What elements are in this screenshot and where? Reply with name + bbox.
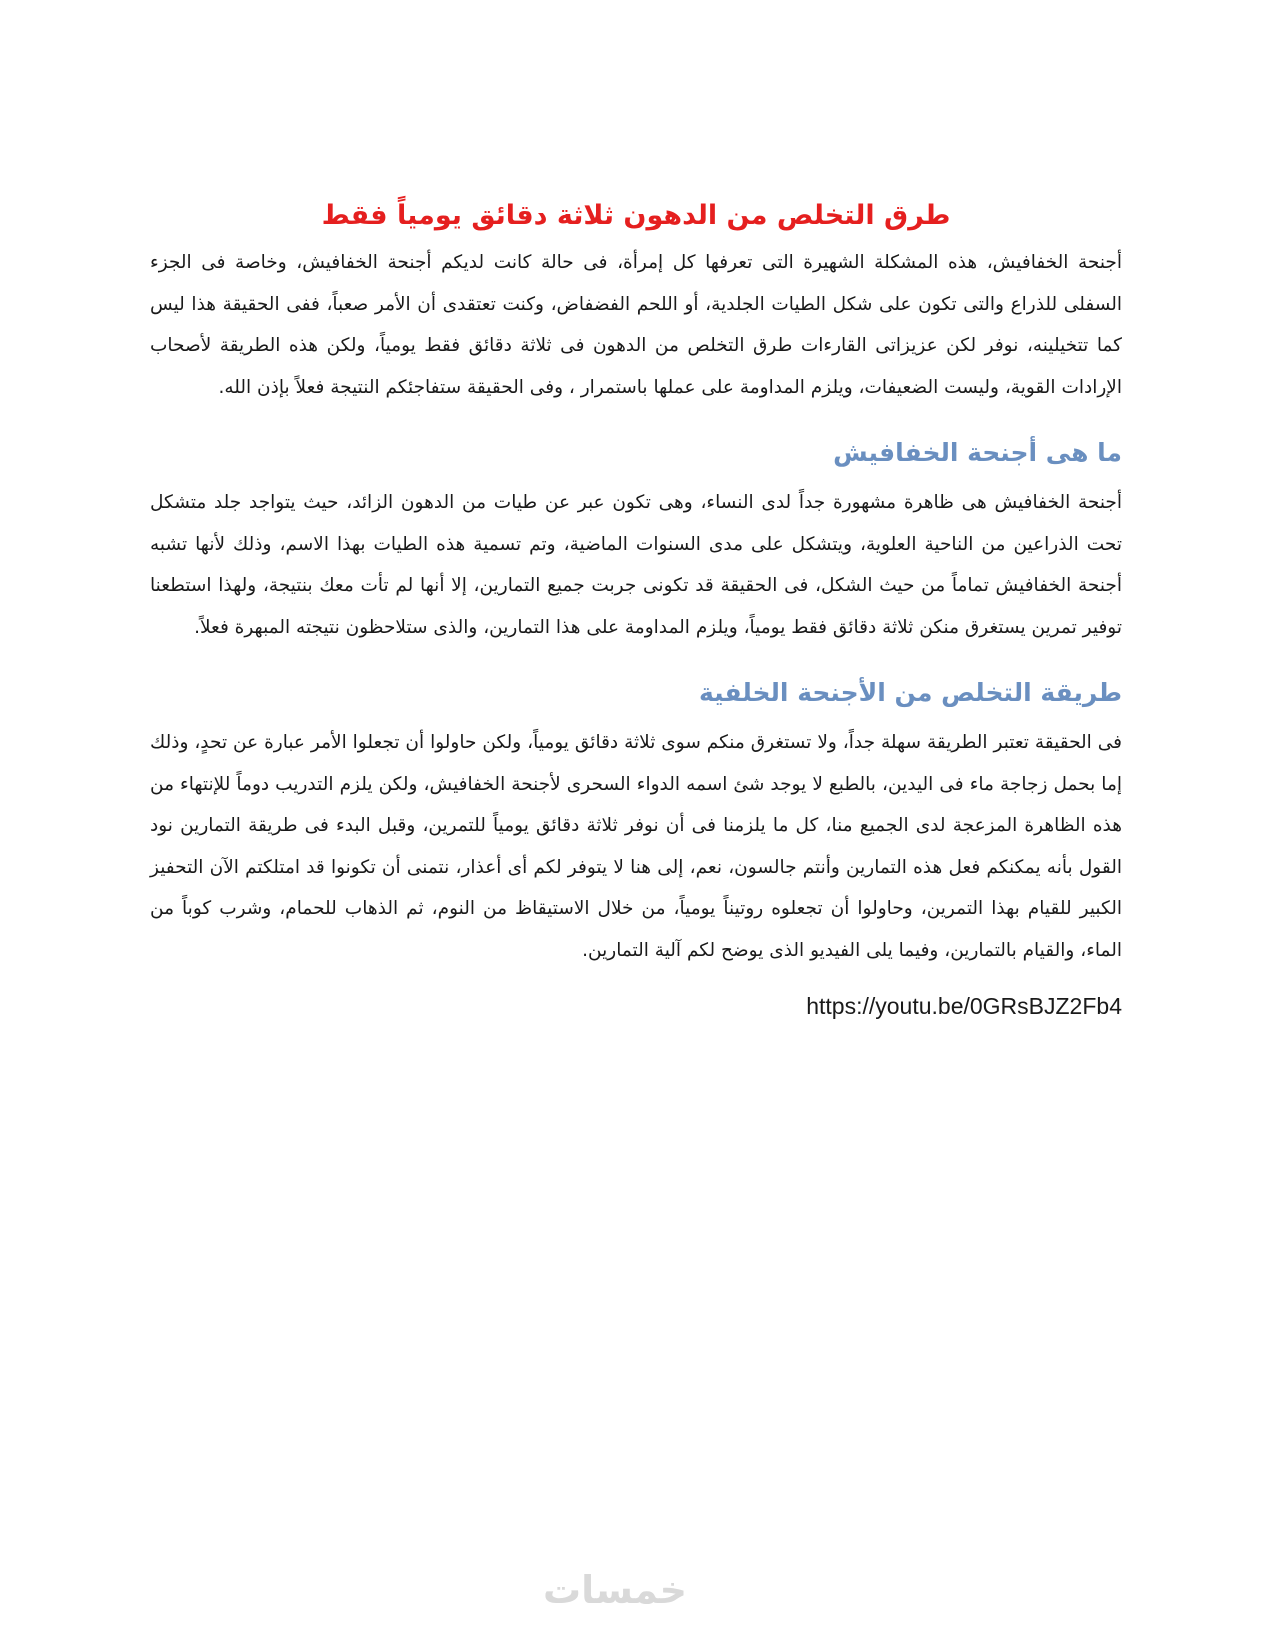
section-paragraph-what-are-bat-wings: أجنحة الخفافيش هى ظاهرة مشهورة جداً لدى النساء، وهى تكون عبر عن طيات من الدهون الزائد، حيث يتواجد جلد متشكل تحت الذراعين من الناحية العلوية، ويتشكل على مدى السنوات الماضية، وتم تسمية هذه الطيات بهذا الاسم، وذلك لأنها تشبه أجنحة الخفافيش تماماً من حيث الشكل، فى الحقيقة قد تكونى جربت جميع التمارين، إلا أنها لم تأت معك بنتيجة، ولهذا استطعنا توفير تمرين يستغرق منكن ثلاثة دقائق فقط يومياً، ويلزم المداومة على هذا التمارين، والذى ستلاحظون نتيجته المبهرة فعلاً.: [150, 492, 1122, 638]
khamsat-watermark-logo: [520, 1565, 710, 1615]
document-title: طرق التخلص من الدهون ثلاثة دقائق يومياً فقط: [321, 200, 951, 231]
section-paragraph-removal-method: فى الحقيقة تعتبر الطريقة سهلة جداً، ولا تستغرق منكم سوى ثلاثة دقائق يومياً، ولكن حاولوا أن تجعلوا الأمر عبارة عن تحدٍ، وذلك إما بحمل زجاجة ماء فى اليدين، بالطبع لا يوجد شئ اسمه الدواء السحرى لأجنحة الخفافيش، ولكن يلزم التدريب دوماً للإنتهاء من هذه الظاهرة المزعجة لدى الجميع منا، كل ما يلزمنا فى أن نوفر ثلاثة دقائق يومياً للتمرين، وقبل البدء فى طريقة التمارين نود القول بأنه يمكنكم فعل هذه التمارين وأنتم جالسون، نعم، إلى هنا لا يتوفر لكم أى أعذار، نتمنى أن تكونوا قد امتلكتم الآن التحفيز الكبير للقيام بهذا التمرين، وحاولوا أن تجعلوه روتيناً يومياً، من خلال الاستيقاظ من النوم، ثم الذهاب للحمام، وشرب كوباً من الماء، والقيام بالتمارين، وفيما يلى الفيديو الذى يوضح لكم آلية التمارين.: [150, 732, 1122, 961]
document-content: [150, 196, 1122, 1025]
section-heading-what-are-bat-wings: ما هى أجنحة الخفافيش: [833, 438, 1122, 467]
video-link[interactable]: https://youtu.be/0GRsBJZ2Fb4: [806, 993, 1122, 1019]
watermark-text: خمسات: [543, 1568, 687, 1612]
intro-paragraph: أجنحة الخفافيش، هذه المشكلة الشهيرة التى تعرفها كل إمرأة، فى حالة كانت لديكم أجنحة الخفافيش، وخاصة فى الجزء السفلى للذراع والتى تكون على شكل الطيات الجلدية، أو اللحم الفضفاض، وكنت تعتقدى أن الأمر صعباً، ففى الحقيقة هذا ليس كما تتخيلينه، نوفر لكن عزيزاتى القارءات طرق التخلص من الدهون فى ثلاثة دقائق فقط يومياً، ولكن هذه الطريقة لأصحاب الإرادات القوية، وليست الضعيفات، ويلزم المداومة على عملها باستمرار ، وفى الحقيقة ستفاجئكم النتيجة فعلاً بإذن الله.: [150, 252, 1122, 398]
section-heading-removal-method: طريقة التخلص من الأجنحة الخلفية: [698, 678, 1122, 707]
